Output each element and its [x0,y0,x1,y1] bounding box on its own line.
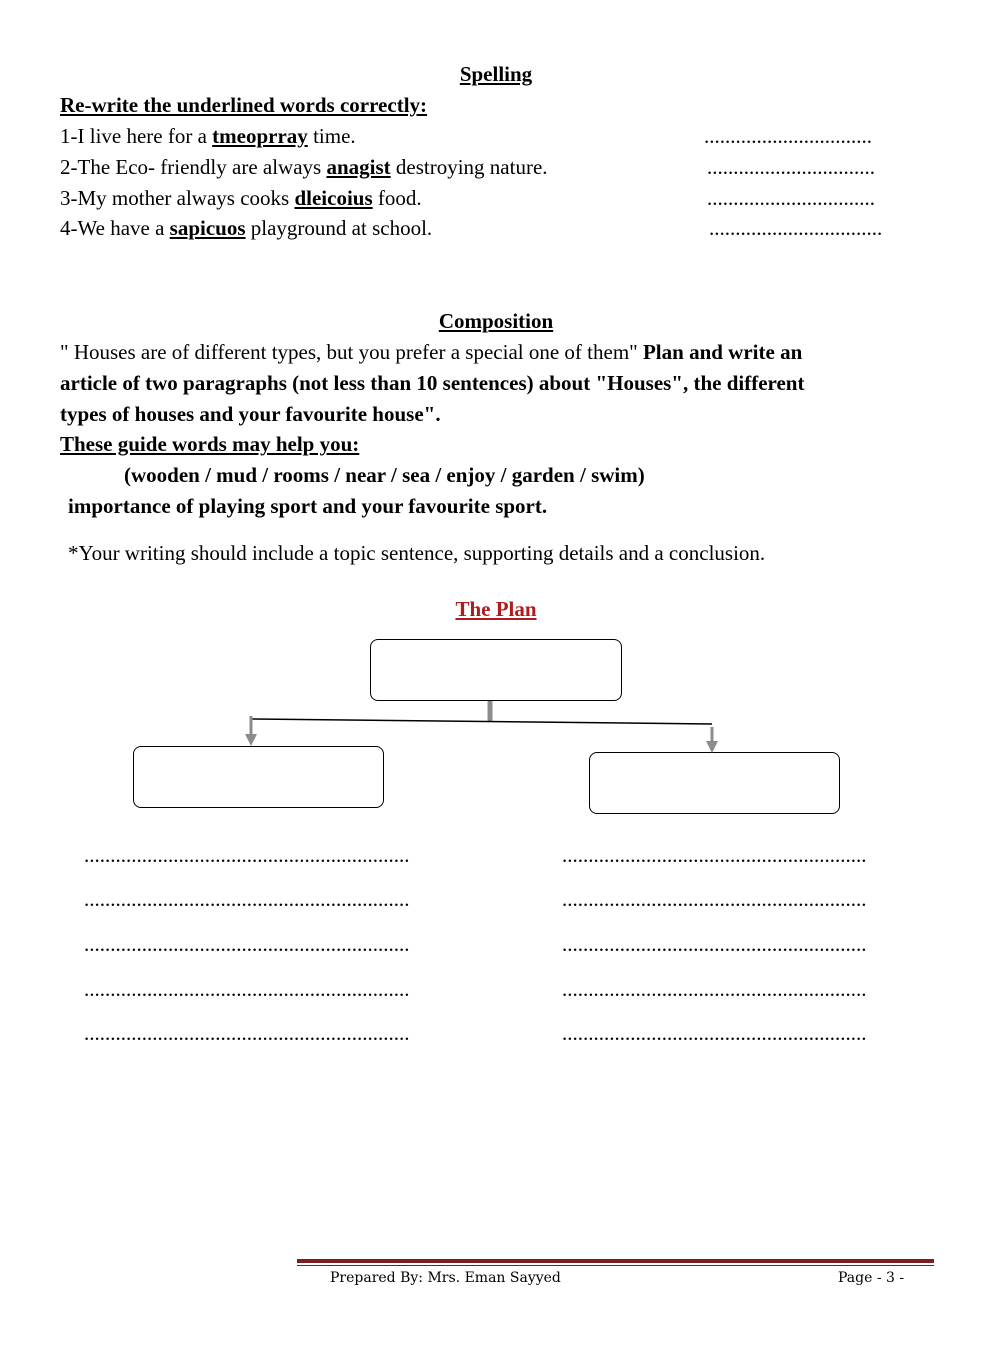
spelling-title: Spelling [459,62,533,86]
underlined-word: dleicoius [294,186,373,210]
answer-blank-3[interactable]: ................................ [707,186,875,210]
item-text: 3-My mother always cooks [60,186,295,210]
answer-blank-4[interactable]: ................................. [709,216,883,240]
underlined-word: tmeoprray [212,124,308,148]
answer-blank-1[interactable]: ................................ [704,124,872,148]
right-writing-line[interactable]: .......................................................... [562,887,867,911]
footer-page-number: Page - 3 - [838,1270,905,1286]
item-text: playground at school. [245,216,433,240]
spelling-instruction: Re-write the underlined words correctly: [60,93,428,117]
underlined-word: anagist [326,155,391,179]
arrow-left-head [245,734,257,746]
plan-title: The Plan [455,597,537,621]
item-text: 2-The Eco- friendly are always [60,155,327,179]
arrow-right-head [706,741,718,753]
footer-rule-thin [297,1265,934,1266]
item-text: 1-I live here for a [60,124,213,148]
writing-note: *Your writing should include a topic sentence, supporting details and a conclusion. [68,541,766,565]
underlined-word: sapicuos [169,216,246,240]
guide-words-heading: These guide words may help you: [60,432,360,456]
footer-prepared-by: Prepared By: Mrs. Eman Sayyed [330,1270,561,1286]
prompt-bold-text: Plan and write an [642,340,803,364]
composition-prompt-line-3: types of houses and your favourite house". [60,402,441,426]
item-text: destroying nature. [390,155,548,179]
prompt-text: " Houses are of different types, but you prefer a special one of them" [60,340,643,364]
footer-rule-thick [297,1259,934,1263]
right-writing-line[interactable]: .......................................................... [562,977,867,1001]
connector-horizontal [251,719,712,724]
left-writing-line[interactable]: .............................................................. [84,843,410,867]
item-text: 4-We have a [60,216,170,240]
left-writing-line[interactable]: .............................................................. [84,932,410,956]
right-writing-line[interactable]: .......................................................... [562,843,867,867]
right-writing-line[interactable]: .......................................................... [562,1021,867,1045]
left-writing-line[interactable]: .............................................................. [84,977,410,1001]
left-writing-line[interactable]: .............................................................. [84,887,410,911]
item-text: time. [307,124,356,148]
composition-prompt-line-2: article of two paragraphs (not less than 10 sentences) about "Houses", the different [60,371,805,395]
composition-title: Composition [438,309,554,333]
answer-blank-2[interactable]: ................................ [707,155,875,179]
extra-line: importance of playing sport and your favourite sport. [68,494,548,518]
guide-words: (wooden / mud / rooms / near / sea / enjoy / garden / swim) [124,463,645,487]
item-text: food. [372,186,422,210]
right-writing-line[interactable]: .......................................................... [562,932,867,956]
left-writing-line[interactable]: .............................................................. [84,1021,410,1045]
